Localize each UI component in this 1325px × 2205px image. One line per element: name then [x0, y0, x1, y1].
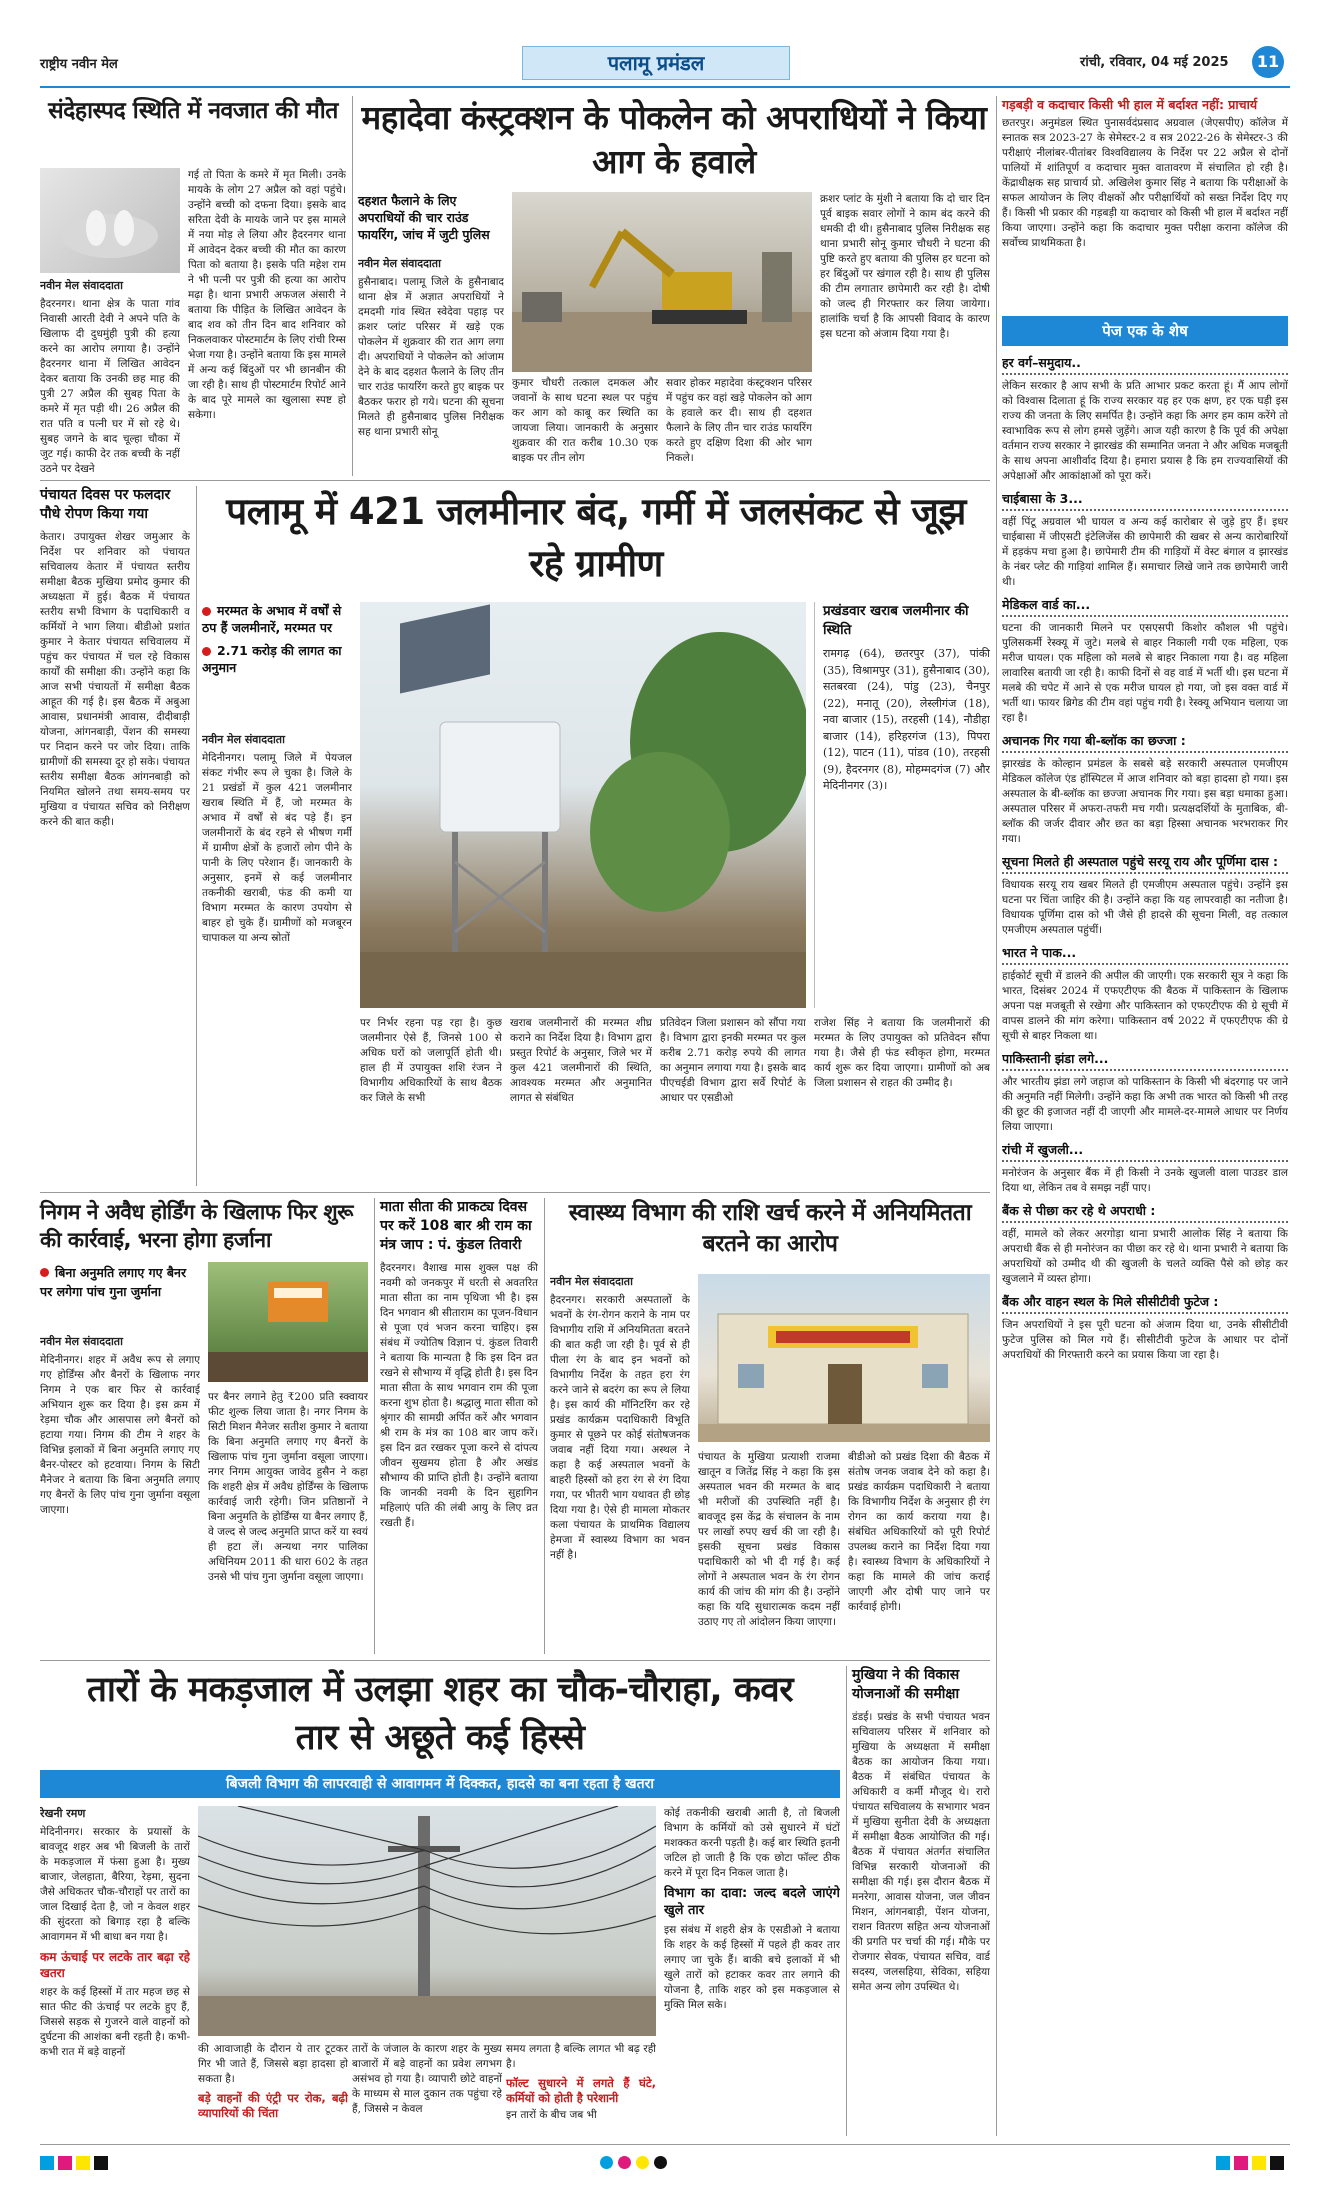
divider: [40, 480, 990, 481]
black-swatch: [1270, 2156, 1284, 2170]
sidebar-item-body: वहीं, मामले को लेकर अरगोड़ा थाना प्रभारी आलोक सिंह ने बताया कि अपराधी बैंक से ही मनोरंजन का पीछा कर रहे थे। थाना प्रभारी ने बताया कि अपराधियों को उम्मीद थी की खुजली के चलते व्यक्ति पैसे को छोड़ कर खुजलाने में व्यस्त होगा।: [1002, 1228, 1288, 1285]
footer-rule: [40, 2144, 1290, 2145]
sidebar-item: [1002, 490, 1288, 590]
sidebar-item: [1002, 354, 1288, 484]
hoarding-story: [40, 1198, 368, 1654]
sidebar-item-title: बैंक से पीछा कर रहे थे अपराधी :: [1002, 1202, 1288, 1223]
divider: [996, 96, 997, 2136]
sidebar-item-title: पाकिस्तानी झंडा लगे...: [1002, 1050, 1288, 1071]
sidebar-item: [1002, 944, 1288, 1044]
divider: [40, 1192, 990, 1193]
hoarding-headline: निगम ने अवैध होर्डिंग के खिलाफ फिर शुरू की कार्रवाई, भरना होगा हर्जाना: [40, 1200, 353, 1252]
water-tower-icon: [360, 602, 806, 1008]
poclain-col4: क्रशर प्लांट के मुंशी ने बताया कि दो चार दिन पूर्व बाइक सवार लोगों ने काम बंद करने की धमकी दी थी। हुसैनाबाद पुलिस निरीक्षक सह थाना प्रभारी सोनू कुमार चौधरी ने घटना की पुष्टि करते हुए बताया की पुलिस हर घटना को हर बिंदुओं पर खंगाल रही है। साथ ही पुलिस की टीम लगातार छापेमारी कर रही है। दोषी को जल्द ही गिरफ्तार कर लिया जायेगा। हालांकि चर्चा है कि आपसी विवाद के कारण इस घटना को अंजाम दिया गया है।: [820, 193, 990, 340]
health-col3: बीडीओ को प्रखंड दिशा की बैठक में संतोष जनक जवाब देने को कहा है। प्रखंड कार्यक्रम पदाधिकारी ने बताया कि विभागीय निर्देश के अनुसार ही रंग रोगन का कार्य कराया गया है। संबंधित अधिकारियों को पूरी रिपोर्ट उपलब्ध कराने का निर्देश दिया गया है। स्वास्थ्य विभाग के अधिकारियों ने कहा कि मामले की जांच कराई जाएगी और दोषी पाए जाने पर कार्रवाई होगी।: [848, 1451, 990, 1613]
page-number: 11: [1252, 46, 1284, 78]
water-col4: प्रतिवेदन जिला प्रशासन को सौंपा गया है। विभाग द्वारा इनकी मरम्मत पर कुल करीब 2.71 करोड़ रुपये की लागत का अनुमान लगाया गया है। इसके बाद पीएचईडी विभाग द्वारा सर्वे रिपोर्ट के आधार पर एसडीओ: [660, 1017, 806, 1104]
principal-headline: गड़बड़ी व कदाचार किसी भी हाल में बर्दाश्त नहीं: प्राचार्य: [1002, 97, 1258, 112]
wires-sub2: विभाग का दावा: जल्द बदले जाएंगे खुले तार: [664, 1886, 840, 1918]
divider: [352, 96, 353, 476]
wires-sub1: कम ऊंचाई पर लटके तार बढ़ा रहे खतरा: [40, 1950, 190, 1980]
wires-caption1: बड़े वाहनों की एंट्री पर रोक, बढ़ी व्यापारियों की चिंता: [198, 2091, 348, 2120]
masthead-rule: [40, 86, 1290, 88]
wires-story: [40, 1666, 840, 2136]
black-swatch: [94, 2156, 108, 2170]
health-headline: स्वास्थ्य विभाग की राशि खर्च करने में अनियमितता बरतने का आरोप: [568, 1200, 972, 1257]
burnt-excavator-icon: [512, 192, 812, 372]
principal-story: [1002, 96, 1288, 306]
wires-col3: तारों के जंजाल के कारण शहर के मुख्य बाजारों में बड़े वाहनों का प्रवेश लगभग असंभव हो गया है। व्यापारी छोटे वाहनों के माध्यम से माल दुकान तक पहुंचा रहे हैं, जिससे न केवल: [352, 2043, 502, 2115]
cyan-swatch: [1216, 2156, 1230, 2170]
water-col5: राजेश सिंह ने बताया कि जलमीनारों की मरम्मत के लिए उपायुक्त को प्रतिवेदन सौंपा गया है। जैसे ही फंड स्वीकृत होगा, मरम्मत कार्य शुरू कर दिया जाएगा। ग्रामीणों को अब जिला प्रशासन से राहत की उम्मीद है।: [814, 1017, 990, 1089]
sidebar-item-body: घटना की जानकारी मिलने पर एसएसपी किशोर कौशल भी पहुंचे। पुलिसकर्मी रेस्क्यू में जुटे। मलबे से बाहर निकाली गयी एक महिला, एक मरीज घायल। एक महिला को मलबे से बाहर निकाला गया है। वह महिला लावारिस बतायी जा रही है। काफी दिनों से वह वार्ड में भर्ती थी। इस घटना में मलबे की चपेट में आने से एक मरीज घायल हो गया, जो इस वक्त वार्ड में भर्ती था। फायर ब्रिगेड की टीम वहां पहुंच गयी है। रेस्क्यू अभियान चलाया जा रहा है।: [1002, 622, 1288, 724]
panchayat-story: [40, 486, 190, 1186]
sidebar-item-body: हाईकोर्ट सूची में डालने की अपील की जाएगी। एक सरकारी सूत्र ने कहा कि भारत, दिसंबर 2024 में एफएटीएफ की बैठक में पाकिस्तान के खिलाफ अपना पक्ष मजबूती से रखेगा और पाकिस्तान को एफएटीएफ की ग्रे सूची में वापस डालने की मांग करेगा। पाकिस्तान वर्ष 2022 में एफएटीएफ की ग्रे सूची से बाहर निकला था।: [1002, 970, 1288, 1042]
bullet-icon: [202, 647, 211, 656]
wires-col1: रेखनी रमण मेदिनीनगर। सरकार के प्रयासों के बावजूद शहर अब भी बिजली के तारों के मकड़जाल में फंसा हुआ है। मुख्य बाजार, जेलहाता, बैरिया, रेड़मा, सुदना जैसे अधिकतर चौक-चौराहों पर तारों का जाल दिखाई देता है, जो न केवल शहर की सुंदरता को बिगाड़ रहा है बल्कि आवागमन में भी बाधा बन गया है। कम ऊंचाई पर लटके तार बढ़ा रहे खतरा शहर के कई हिस्सों में तार महज छह से सात फीट की ऊंचाई पर लटके हुए हैं, जिससे सड़क से गुजरने वाले वाहनों को दुर्घटना की आशंका बनी रहती है। कभी-कभी रात में बड़े वाहनों: [40, 1807, 190, 2058]
panchayat-headline: पंचायत दिवस पर फलदार पौधे रोपण किया गया: [40, 487, 171, 522]
water-story: [202, 486, 990, 1186]
newborn-photo: [40, 168, 180, 273]
sidebar: [1002, 316, 1288, 2136]
cyan-swatch: [40, 2156, 54, 2170]
yellow-swatch: [76, 2156, 90, 2170]
wires-col5: कोई तकनीकी खराबी आती है, तो बिजली विभाग के कर्मियों को उसे सुधारने में घंटों मशक्कत करनी पड़ती है। कई बार स्थिति इतनी जटिल हो जाती है कि एक छोटा फॉल्ट ठीक करने में पूरा दिन निकल जाता है। विभाग का दावा: जल्द बदले जाएंगे खुले तार इस संबंध में शहरी क्षेत्र के एसडीओ ने बताया कि शहर के कई हिस्सों में पहले ही कवर तार लगाए जा चुके हैं। बाकी बचे इलाकों में भी खुले तारों को हटाकर कवर तार लगाने की योजना है, ताकि शहर को इस मकड़जाल से मुक्ति मिल सके।: [664, 1807, 840, 2011]
sidebar-item: [1002, 1050, 1288, 1135]
yellow-swatch: [1252, 2156, 1266, 2170]
sidebar-item-title: अचानक गिर गया बी-ब्लॉक का छज्जा :: [1002, 732, 1288, 753]
bullet-icon: [202, 607, 211, 616]
infant-feet-icon: [40, 168, 180, 273]
newborn-headline: संदेहास्पद स्थिति में नवजात की मौत: [48, 98, 338, 124]
water-box-body: रामगढ़ (64), छतरपुर (37), पांकी (35), विश्रामपुर (31), हुसैनाबाद (30), सतबरवा (24), पांडु (23), चैनपुर (22), मनातू (20), लेस्लीगंज (18), नवा बाजार (15), तरहसी (14), नौडीहा बाजार (14), हरिहरगंज (13), पिपरा (12), पाटन (11), पांडव (10), तरहसी (9), हैदरनगर (8), मोहम्मदगंज (7) और मेदिनीनगर (3)।: [823, 647, 990, 792]
poclain-byline: नवीन मेल संवाददाता: [358, 257, 441, 270]
sidebar-item-body: लेकिन सरकार है आप सभी के प्रति आभार प्रकट करता हूं। मैं आप लोगों को विश्वास दिलाता हूं कि राज्य सरकार यह हर एक क्षण, हर एक घड़ी इस राज्य की जनता के लिए समर्पित है। उन्होंने कहा कि अगर हम काम करेंगे तो स्वाभाविक रूप से लोग हमसे जुड़ेंगे। आज यही कारण है कि पूर्व की अपेक्षा वर्तमान राज्य सरकार ने झारखंड की सम्मानित जनता ने और अधिक मजबूती के साथ अपना आशीर्वाद दिया है। हमारा प्रयास है कि हम राज्यवासियों की अपेक्षाओं और आकांक्षाओं को पूरा करें।: [1002, 380, 1288, 482]
sidebar-item-title: मेडिकल वार्ड का...: [1002, 596, 1288, 617]
poclain-col1: नवीन मेल संवाददाता हुसैनाबाद। पलामू जिले के हुसैनाबाद थाना क्षेत्र में अज्ञात अपराधियों ने दमदमी गांव स्थित स्वेदेवा पहाड़ पर क्रशर प्लांट परिसर में खड़े एक पोकलेन में शुक्रवार की रात आग लगा दी। अपराधियों ने पोकलेन को आंजाम देने के बाद दहशत फैलाने के लिए तीन चार राउंड फायरिंग करते हुए बाइक पर बैठकर फरार हो गये। घटना की सूचना मिलते ही हुसैनाबाद पुलिस निरीक्षक सह थाना प्रभारी सोनू: [358, 257, 504, 438]
registration-strip: [40, 2156, 1290, 2176]
health-center-photo: [698, 1274, 990, 1442]
hoarding-byline: नवीन मेल संवाददाता: [40, 1335, 123, 1348]
mukhiya-headline: मुखिया ने की विकास योजनाओं की समीक्षा: [852, 1667, 960, 1702]
poclain-story: [358, 96, 990, 476]
sidebar-item-body: और भारतीय झंडा लगे जहाज को पाकिस्तान के किसी भी बंदरगाह पर जाने की अनुमति नहीं मिलेगी। उन्होंने कहा कि अभी तक भारत को किसी भी तरह की छूट की इजाजत नहीं दी जाएगी और मामले-दर-मामले आधार पर निर्णय लिया जाएगा।: [1002, 1076, 1288, 1133]
sidebar-header: पेज एक के शेष: [1002, 316, 1288, 346]
health-col2: पंचायत के मुखिया प्रत्याशी राजमा खातून व जितेंद्र सिंह ने कहा कि इस अस्पताल भवन की मरम्मत के बाद भी मरीजों की उपस्थिति नहीं है। बावजूद इस केंद्र के संचालन के नाम पर लाखों रुपए खर्च की जा रही है। इसकी सूचना प्रखंड विकास पदाधिकारी को भी दी गई है। कई लोगों ने अस्पताल भवन के रंग रोगन कार्य की जांच की मांग की है। उन्होंने कहा कि यदि सुधारात्मक कदम नहीं उठाए गए तो आंदोलन किया जाएगा।: [698, 1451, 840, 1628]
water-col3: खराब जलमीनारों की मरम्मत शीघ्र कराने का निर्देश दिया है। विभाग द्वारा प्रस्तुत रिपोर्ट के अनुसार, जिले भर में कुल 421 जलमीनारों की स्थिति, आवश्यक मरम्मत और अनुमानित लागत से संबंधित: [510, 1017, 652, 1104]
hoarding-subhead: बिना अनुमति लगाए गए बैनर पर लगेगा पांच गुना जुर्माना: [40, 1265, 187, 1299]
hoarding-col1: नवीन मेल संवाददाता मेदिनीनगर। शहर में अवैध रूप से लगाए गए होर्डिंग्स और बैनरों के खिलाफ नगर निगम ने एक बार फिर से कार्रवाई अभियान शुरू कर दिया है। इस क्रम में रेड़मा चौक और आसपास लगे बैनरों को हटाया गया। निगम की टीम ने शहर के विभिन्न इलाकों में बिना अनुमति लगाए गए बैनर-पोस्टर को हटवाया। निगम के सिटी मैनेजर ने बताया कि बिना अनुमति लगाए गए बैनरों के लिए पांच गुना जुर्माना वसूला जाएगा।: [40, 1335, 200, 1516]
water-headline: पलामू में 421 जलमीनार बंद, गर्मी में जलसंकट से जूझ रहे ग्रामीण: [226, 490, 966, 585]
banner-icon: [208, 1262, 368, 1382]
sidebar-item: [1002, 1202, 1288, 1287]
sita-headline: माता सीता की प्राकट्य दिवस पर करें 108 बार श्री राम का मंत्र जाप : पं. कुंडल तिवारी: [380, 1199, 532, 1253]
sidebar-item-body: विधायक सरयू राय खबर मिलते ही एमजीएम अस्पताल पहुंचे। उन्होंने इस घटना पर चिंता जाहिर की है। उन्होंने कहा कि यह लापरवाही का नतीजा है। विधायक पूर्णिमा दास को भी जैसे ही हादसे की सूचना मिली, वह तत्काल एमजीएम अस्पताल पहुंचीं।: [1002, 879, 1288, 936]
mukhiya-story: [852, 1666, 990, 2136]
poclain-headline: महादेवा कंस्ट्रक्शन के पोकलेन को अपराधियों ने किया आग के हवाले: [361, 98, 987, 181]
water-bullet-2: 2.71 करोड़ की लागत का अनुमान: [202, 643, 342, 675]
sidebar-item-title: बैंक और वाहन स्थल के मिले सीसीटीवी फुटेज :: [1002, 1293, 1288, 1314]
newborn-story: [40, 96, 346, 474]
section-banner: [522, 46, 790, 80]
wires-headline: तारों के मकड़जाल में उलझा शहर का चौक-चौराहा, कवर तार से अछूते कई हिस्से: [86, 1670, 794, 1758]
dateline: रांची, रविवार, 04 मई 2025: [1080, 55, 1229, 70]
sidebar-item-body: मनोरंजन के अनुसार बैंक में ही किसी ने उनके खुजली वाला पाउडर डाल दिया था, लेकिन तब वे समझ नहीं पाए।: [1002, 1167, 1288, 1194]
water-col2: पर निर्भर रहना पड़ रहा है। कुछ जलमीनार ऐसे हैं, जिनसे 100 से अधिक घरों को जलापूर्ति होती थी। हाल ही में उपायुक्त शशि रंजन ने विभागीय अधिकारियों के साथ बैठक कर जिले के सभी: [360, 1017, 502, 1104]
bullet-icon: [40, 1268, 49, 1277]
newborn-col2: गई तो पिता के कमरे में मृत मिली। उनके मायके के लोग 27 अप्रैल को वहां पहुंचे। उन्होंने बच्ची को दफना दिया। इसके बाद सरिता देवी के मायके जाने पर इस मामले में नया मोड़ ले लिया और हैदरनगर थाना में आवेदन देकर बच्ची की मौत का कारण पिता को बताया है। इसके पति महेश राम ने भी पत्नी पर पुत्री की हत्या का आरोप मढ़ा है। थाना प्रभारी अफजल अंसारी ने बताया कि पीड़ित के लिखित आवेदन के बाद शव को तीन दिन बाद शनिवार को निकलवाकर पोस्टमार्टम के लिए रांची रिम्स भेजा गया है। उन्होंने बताया कि इस मामले में अन्य कई बिंदुओं पर भी छानबीन की जा रही है। साथ ही पोस्टमार्टम रिपोर्ट आने के बाद पूरे मामले का खुलासा स्पष्ट हो सकेगा।: [188, 169, 346, 421]
sidebar-item: [1002, 853, 1288, 938]
section-title: पलामू प्रमंडल: [607, 51, 705, 75]
divider: [846, 1666, 847, 2136]
divider: [196, 486, 197, 1186]
sidebar-item-title: रांची में खुजली...: [1002, 1141, 1288, 1162]
hoarding-col2: पर बैनर लगाने हेतु ₹200 प्रति स्क्वायर फीट शुल्क लिया जाता है। नगर निगम के सिटी मिशन मैनेजर सतीश कुमार ने बताया कि बिना अनुमति लगाए गए बैनरों के खिलाफ पांच गुना जुर्माना वसूला जाएगा। नगर निगम आयुक्त जावेद हुसैन ने कहा कि शहरी क्षेत्र में अवैध होर्डिंग्स के खिलाफ कार्रवाई जारी रहेगी। जिन प्रतिष्ठानों ने बिना अनुमति के होर्डिंग्स या बैनर लगाए हैं, वे जल्द से जल्द अनुमति प्राप्त करें या स्वयं ही हटा लें। अन्यथा नगर पालिका अधिनियम 2011 की धारा 602 के तहत उनसे भी पांच गुना जुर्माना वसूला जाएगा।: [208, 1391, 368, 1583]
health-byline: नवीन मेल संवाददाता: [550, 1275, 633, 1288]
sita-body: हैदरनगर। वैशाख मास शुक्ल पक्ष की नवमी को जनकपुर में धरती से अवतरित माता सीता का नाम पृथिजा भी है। इस दिन भगवान श्री सीताराम का पूजन-विधान से पूजा एवं भजन करना चाहिए। इस संबंध में ज्योतिष विज्ञान पं. कुंडल तिवारी ने बताया कि मान्यता है कि इस दिन व्रत रखने से सौभाग्य में वृद्धि होती है। इस दिन माता सीता के साथ भगवान राम की पूजा करना शुभ होता है। श्रद्धालु माता सीता को श्रृंगार की सामग्री अर्पित करें और भगवान श्री राम के मंत्र का 108 बार जाप करें। इस दिन व्रत रखकर पूजा करने से दांपत्य जीवन सुखमय होता है और अखंड सौभाग्य की प्राप्ति होती है। उन्होंने बताया कि जानकी नवमी के दिन सुहागिन महिलाएं पति की लंबी आयु के लिए व्रत रखती हैं।: [380, 1262, 538, 1529]
sidebar-item: [1002, 1293, 1288, 1363]
water-byline: नवीन मेल संवाददाता: [202, 733, 285, 746]
sidebar-item-body: झारखंड के कोल्हान प्रमंडल के सबसे बड़े सरकारी अस्पताल एमजीएम मेडिकल कॉलेज एंड हॉस्पिटल में आज शनिवार को बड़ा हादसा हो गया। इस अस्पताल के बी-ब्लॉक का छज्जा अचानक गिर गया। इस बड़ा धमाका हुआ। अस्पताल परिसर में अफरा-तफरी मच गयी। प्रत्यक्षदर्शियों के मुताबिक, बी-ब्लॉक की जर्जर दीवार और छत का बड़ा हिस्सा अचानक भरभराकर गिर गया।: [1002, 758, 1288, 845]
sita-story: [380, 1198, 538, 1654]
poclain-col2: कुमार चौधरी तत्काल दमकल और जवानों के साथ घटना स्थल पर पहुंच कर आग को काबू कर स्थिति का जायजा लिया। जानकारी के अनुसार शुक्रवार की रात करीब 10.30 एक बाइक पर तीन लोग: [512, 377, 658, 464]
divider: [544, 1198, 545, 1654]
wires-col2: की आवाजाही के दौरान ये तार टूटकर गिर भी जाते हैं, जिससे बड़ा हादसा हो सकता है। बड़े वाहनों की एंट्री पर रोक, बढ़ी व्यापारियों की चिंता: [198, 2043, 348, 2120]
registration-dot: [654, 2156, 667, 2169]
water-tower-photo: [360, 602, 806, 1008]
masthead: [40, 44, 1290, 84]
health-story: [550, 1198, 990, 1654]
water-box-title: प्रखंडवार खराब जलमीनार की स्थिति: [823, 603, 969, 638]
health-col1: नवीन मेल संवाददाता हैदरनगर। सरकारी अस्पतालों के भवनों के रंग-रोगन कराने के नाम पर विभागीय राशि में अनियमितता बरतने की बात कही जा रही है। पूर्व से ही पीला रंग के बाद इन भवनों को विभागीय निर्देश के तहत हरा रंग करने जाने से बदरंग का रूप ले लिया है। इस कार्य की मॉनिटरिंग कर रहे प्रखंड कार्यक्रम पदाधिकारी विभूति कुमार से पूछने पर कोई संतोषजनक जवाब नहीं दिया गया। अस्थल ने कहा है कई अस्पताल भवनों के बाहरी हिस्सों को हरा रंग से रंग दिया गया, पर भीतरी भाग यथावत ही छोड़ दिया गया है। ऐसे ही मामला मोकतर कला पंचायत के प्राथमिक विद्यालय हेमजा में स्वास्थ्य विभाग का भवन नहीं है।: [550, 1275, 690, 1561]
magenta-swatch: [1234, 2156, 1248, 2170]
divider: [40, 1660, 990, 1661]
registration-dot: [600, 2156, 613, 2169]
sidebar-item-title: हर वर्ग–समुदाय..: [1002, 354, 1288, 375]
sidebar-item: [1002, 596, 1288, 726]
registration-dot: [636, 2156, 649, 2169]
sidebar-item: [1002, 1141, 1288, 1196]
sidebar-item-body: जिन अपराधियों ने इस पूरी घटना को अंजाम दिया था, उनके सीसीटीवी फुटेज पुलिस को मिल गये हैं। सीसीटीवी फुटेज के आधार पर दोनों अपराधियों की गिरफ्तारी करने का प्रयास किया जा रहा है।: [1002, 1319, 1288, 1361]
health-building-icon: [698, 1274, 990, 1442]
wires-byline: रेखनी रमण: [40, 1807, 86, 1820]
brand-name: राष्ट्रीय नवीन मेल: [40, 57, 118, 72]
principal-body: छतरपुर। अनुमंडल स्थित पुनासर्वदंप्रसाद अग्रवाल (जेएसपीए) कॉलेज में स्नातक सत्र 2023-27 के सेमेस्टर-2 व सत्र 2022-26 के सेमेस्टर-3 की परीक्षाएं नीलांबर-पीतांबर विश्वविद्यालय के निर्देश पर 22 अप्रैल से दोनों पालियों में शांतिपूर्ण व कदाचार मुक्त वातावरण में संचालित हो रही है। केंद्राधीक्षक सह प्राचार्य प्रो. अखिलेश कुमार सिंह ने बताया कि परीक्षाओं के सफल आयोजन के लिए वीक्षकों और परीक्षार्थियों को सख्त निर्देश दिए गए हैं। किसी भी प्रकार की गड़बड़ी या कदाचार को किसी भी हाल में बर्दाश्त नहीं किया जाएगा। उन्होंने कहा कि कदाचार मुक्त परीक्षा कराना कॉलेज की सर्वोच्च प्राथमिकता है।: [1002, 117, 1288, 249]
wires-caption2: फॉल्ट सुधारने में लगते हैं घंटे, कर्मियों को होती है परेशानी: [506, 2076, 656, 2105]
water-bullet-1: मरम्मत के अभाव में वर्षों से ठप हैं जलमीनारें, मरम्मत पर: [202, 603, 342, 635]
divider: [374, 1198, 375, 1654]
poclain-col3: सवार होकर महादेवा कंस्ट्रक्शन परिसर में पहुंच कर वहां खड़े पोकलेन को आग के हवाले कर दी। साथ ही दहशत फैलाने के लिए तीन चार राउंड फायरिंग करते हुए दक्षिण दिशा की ओर भाग निकले।: [666, 377, 812, 464]
sidebar-item-title: चाईबासा के 3...: [1002, 490, 1288, 511]
registration-dot: [618, 2156, 631, 2169]
utility-pole-wires-icon: [198, 1806, 656, 2036]
poclain-photo: [512, 192, 812, 372]
newborn-col1: नवीन मेल संवाददाता हैदरनगर। थाना क्षेत्र के पाता गांव निवासी आरती देवी ने अपने पति के खिलाफ दी दुधमुंही पुत्री की हत्या करने का आरोप लगाया है। उन्होंने हैदरनगर थाना में लिखित आवेदन देकर बताया कि उनकी छह माह की पुत्री 27 अप्रैल की सुबह पिता के कमरे में मृत पड़ी थी। 26 अप्रैल की रात पति व पत्नी घर में सो रहे थे। सुबह जगने के बाद चूल्हा चौका में जुट गई। काफी देर तक बच्ची के नहीं उठने पर देखने: [40, 279, 180, 474]
magenta-swatch: [58, 2156, 72, 2170]
sidebar-item-title: सूचना मिलते ही अस्पताल पहुंचे सरयू राय और पूर्णिमा दास :: [1002, 853, 1288, 874]
hoarding-photo: [208, 1262, 368, 1382]
wires-col4: समय लगता है बल्कि लागत भी बढ़ रही है। फॉल्ट सुधारने में लगते हैं घंटे, कर्मियों को होती है परेशानी इन तारों के बीच जब भी: [506, 2043, 656, 2121]
wires-strap: बिजली विभाग की लापरवाही से आवागमन में दिक्कत, हादसे का बना रहता है खतरा: [40, 1770, 840, 1798]
panchayat-body: केतार। उपायुक्त शेखर जमुआर के निर्देश पर शनिवार को पंचायत सचिवालय केतार में पंचायत स्तरीय समीक्षा बैठक मुखिया प्रमोद कुमार की अध्यक्षता में हुई। बैठक में पंचायत स्तरीय सभी विभाग के पदाधिकारी व कर्मियों ने भाग लिया। बीडीओ प्रशांत कुमार ने केतार पंचायत सचिवालय में पहुंच कर पंचायत में चल रहे विकास कार्यों की समीक्षा की। उन्होंने कहा कि आज सभी पंचायतों में समीक्षा बैठक आहूत की गई है। इस बैठक में अबुआ आवास, प्रधानमंत्री आवास, दीदीबाड़ी योजना, आंगनबाड़ी, पेंशन की समस्या पर निदान करने पर जोर दिया। ताकि ग्रामीणों की समस्या दूर हो सके। पंचायत स्तरीय समीक्षा बैठक आंगनबाड़ी को नियमित खोलने तथा समय-समय पर मुखिया व पंचायत सचिव को निरीक्षण करने की बात कही।: [40, 531, 190, 828]
mukhiya-body: डंडई। प्रखंड के सभी पंचायत भवन सचिवालय परिसर में शनिवार को मुखिया के अध्यक्षता में समीक्षा बैठक का आयोजन किया गया। बैठक में संबंधित पंचायत के अधिकारी व कर्मी मौजूद थे। रारो पंचायत सचिवालय के सभागार भवन में मुखिया सुनीता देवी के अध्यक्षता में समीक्षा बैठक आयोजित की गई। बैठक में पंचायत अंतर्गत संचालित विभिन्न सरकारी योजनाओं की समीक्षा की गई। इस दौरान बैठक में मनरेगा, आवास योजना, जल जीवन मिशन, आंगनबाड़ी, पेंशन योजना, राशन वितरण सहित अन्य योजनाओं की प्रगति पर चर्चा की गई। मौके पर रोजगार सेवक, पंचायत सचिव, वार्ड सदस्य, जलसहिया, सेविका, सहिया समेत अन्य लोग उपस्थित थे।: [852, 1711, 990, 1993]
wires-photo: [198, 1806, 656, 2036]
sidebar-item: [1002, 732, 1288, 847]
water-col1: नवीन मेल संवाददाता मेदिनीनगर। पलामू जिले में पेयजल संकट गंभीर रूप ले चुका है। जिले के 21 प्रखंडों में कुल 421 जलमीनार खराब स्थिति में हैं, जो मरम्मत के अभाव में वर्षों से बंद पड़े हैं। इन जलमीनारों के बंद रहने से भीषण गर्मी में ग्रामीण क्षेत्रों के हजारों लोग पीने के पानी के लिए परेशान हैं। जानकारी के अनुसार, इनमें से कई जलमीनार तकनीकी खराबी, फंड की कमी या विभाग मरम्मत के कारण उपयोग से बाहर हो चुके हैं। ग्रामीणों को मजबूरन चापाकल या अन्य स्रोतों: [202, 733, 352, 944]
water-bullets: [202, 602, 352, 676]
sidebar-item-body: वहीं पिंटू अग्रवाल भी घायल व अन्य कई कारोबार से जुड़े हुए हैं। इधर चाईबासा में जीएसटी इंटेलिजेंस की छापेमारी की खबर से अन्य कारोबारियों में हड़कंप मचा हुआ है। छापेमारी टीम की गाड़ियों में वेस्ट बंगाल व झारखंड के नंबर प्लेट की गाड़ियां शामिल हैं। समाचार लिखे जाने तक छापेमारी जारी थी।: [1002, 516, 1288, 588]
newborn-byline: नवीन मेल संवाददाता: [40, 279, 123, 292]
poclain-subhead: दहशत फैलाने के लिए अपराधियों की चार राउंड फायरिंग, जांच में जुटी पुलिस: [358, 193, 490, 242]
water-box: [814, 602, 990, 1008]
sidebar-items: [1002, 346, 1288, 1363]
sidebar-item-title: भारत ने पाक...: [1002, 944, 1288, 965]
